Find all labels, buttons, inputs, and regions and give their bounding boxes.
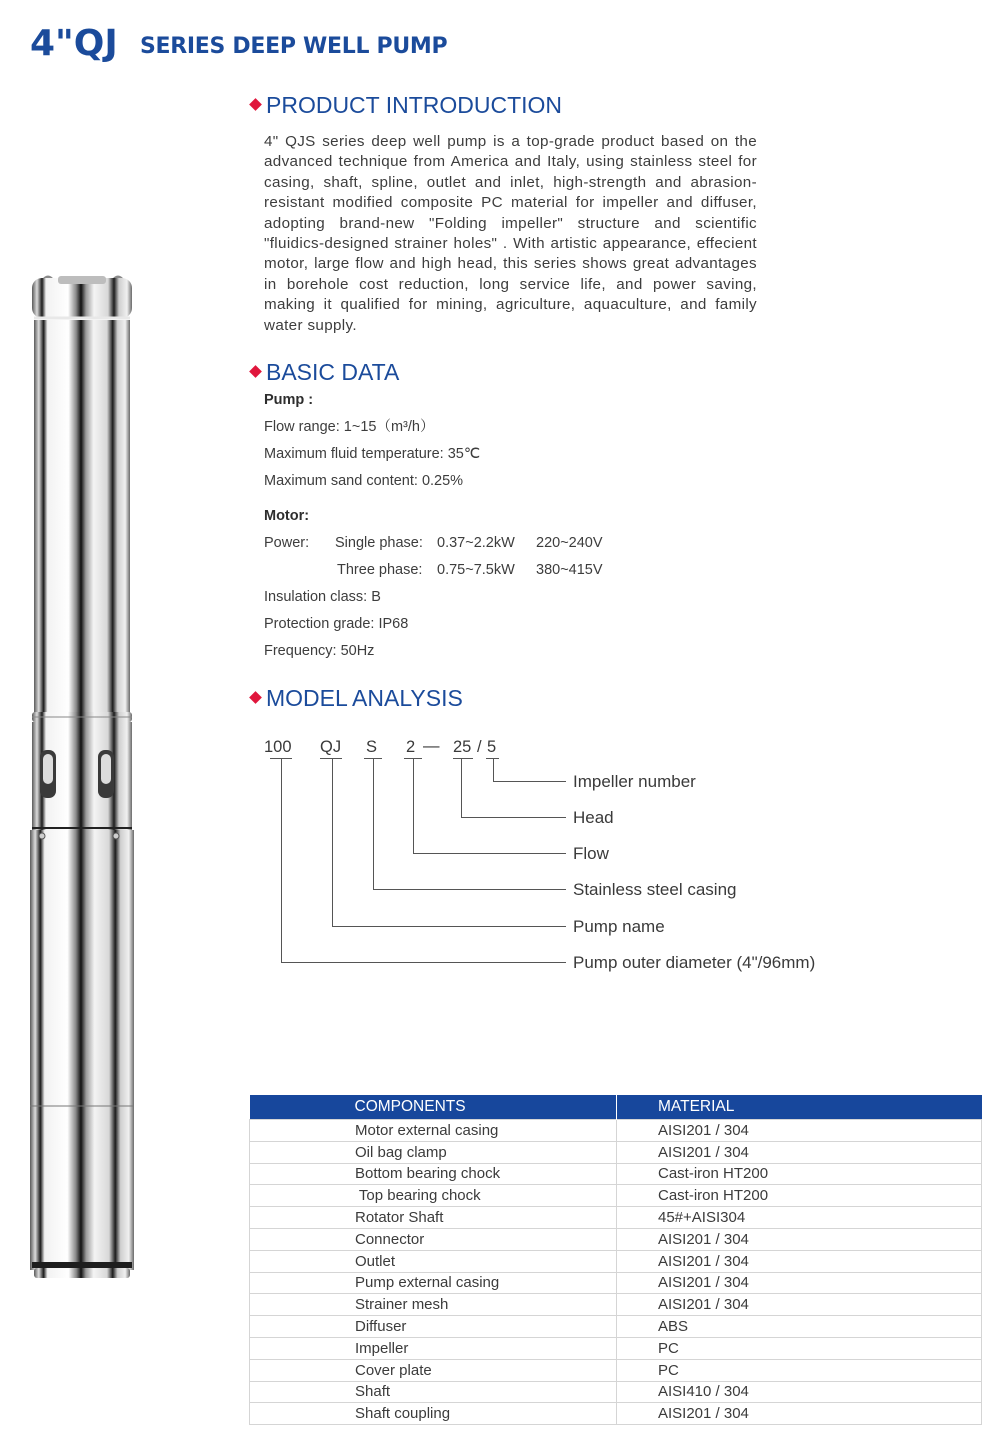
material-cell: AISI201 / 304 xyxy=(617,1120,982,1142)
component-cell: Strainer mesh xyxy=(250,1294,617,1316)
material-cell: PC xyxy=(617,1359,982,1381)
section-heading-product-introduction xyxy=(248,91,562,119)
single-phase-power: 0.37~2.2kW xyxy=(437,535,515,551)
diamond-bullet-icon xyxy=(249,99,262,112)
label-pump-name: Pump name xyxy=(573,917,665,936)
material-cell: AISI201 / 304 xyxy=(617,1294,982,1316)
label-impeller-number: Impeller number xyxy=(573,772,696,791)
table-row xyxy=(250,1163,982,1185)
header-material: MATERIAL xyxy=(617,1095,982,1120)
component-cell: Pump external casing xyxy=(250,1272,617,1294)
code-part-casing: S xyxy=(366,738,378,756)
section-heading-model-analysis xyxy=(248,684,463,712)
three-phase-voltage: 380~415V xyxy=(536,562,603,578)
material-cell: AISI410 / 304 xyxy=(617,1381,982,1403)
single-phase-voltage: 220~240V xyxy=(536,535,603,551)
material-cell: ABS xyxy=(617,1316,982,1338)
code-part-pump-name: QJ xyxy=(320,738,342,756)
component-cell: Oil bag clamp xyxy=(250,1141,617,1163)
table-row xyxy=(250,1359,982,1381)
code-dash: — xyxy=(423,737,440,755)
label-head: Head xyxy=(573,808,614,827)
material-cell: Cast-iron HT200 xyxy=(617,1163,982,1185)
section-heading-text: BASIC DATA xyxy=(266,359,400,385)
material-cell: Cast-iron HT200 xyxy=(617,1185,982,1207)
component-cell: Connector xyxy=(250,1228,617,1250)
power-label: Power: xyxy=(264,535,310,551)
component-cell: Top bearing chock xyxy=(250,1185,617,1207)
table-row xyxy=(250,1207,982,1229)
component-cell: Outlet xyxy=(250,1250,617,1272)
diamond-bullet-icon xyxy=(249,692,262,705)
component-cell: Shaft xyxy=(250,1381,617,1403)
components-materials-table xyxy=(249,1095,982,1425)
table-row xyxy=(250,1272,982,1294)
code-part-flow: 2 xyxy=(406,738,416,756)
section-heading-text: MODEL ANALYSIS xyxy=(266,685,463,711)
table-row xyxy=(250,1337,982,1359)
diamond-bullet-icon xyxy=(249,366,262,379)
code-part-impellers: 5 xyxy=(487,738,497,756)
material-cell: AISI201 / 304 xyxy=(617,1141,982,1163)
max-sand-content: Maximum sand content: 0.25% xyxy=(264,473,464,489)
component-cell: Impeller xyxy=(250,1337,617,1359)
table-row xyxy=(250,1250,982,1272)
material-cell: AISI201 / 304 xyxy=(617,1250,982,1272)
table-row xyxy=(250,1294,982,1316)
section-heading-basic-data xyxy=(248,358,399,386)
frequency: Frequency: 50Hz xyxy=(264,643,375,659)
component-cell: Rotator Shaft xyxy=(250,1207,617,1229)
product-introduction-body: 4" QJS series deep well pump is a top-grade product based on the advanced technique from America and Italy, using stainless steel for casing, shaft, spline, outlet and inlet, high-strength and abrasion-resistant modified composite PC material for impeller and diffuser, adopting brand-new "Folding impeller" structure and scientific "fluidics-designed strainer holes" . With artistic appearance, effecient motor, large flow and high head, this series shows great advantages in borehole cost reduction, long service life, and power saving, making it qualified for mining, agriculture, aquaculture, and family water supply. xyxy=(264,133,757,334)
component-cell: Motor external casing xyxy=(250,1120,617,1142)
material-cell: PC xyxy=(617,1337,982,1359)
three-phase-label: Three phase: xyxy=(337,562,423,578)
code-part-diameter: 100 xyxy=(264,738,292,756)
table-row xyxy=(250,1403,982,1425)
table-row xyxy=(250,1185,982,1207)
table-row xyxy=(250,1141,982,1163)
code-slash: / xyxy=(477,738,482,756)
three-phase-power: 0.75~7.5kW xyxy=(437,562,515,578)
label-flow: Flow xyxy=(573,844,609,863)
table-header-row xyxy=(250,1095,982,1120)
table-row xyxy=(250,1316,982,1338)
page-title-series: SERIES DEEP WELL PUMP xyxy=(140,34,448,59)
code-part-head: 25 xyxy=(453,738,472,756)
header-components: COMPONENTS xyxy=(250,1095,617,1120)
table-row xyxy=(250,1381,982,1403)
pump-subheading: Pump : xyxy=(264,392,314,408)
protection-grade: Protection grade: IP68 xyxy=(264,616,409,632)
component-cell: Diffuser xyxy=(250,1316,617,1338)
table-row xyxy=(250,1228,982,1250)
material-cell: AISI201 / 304 xyxy=(617,1403,982,1425)
page-title-model: 4"QJ xyxy=(30,23,118,64)
max-fluid-temperature: Maximum fluid temperature: 35℃ xyxy=(264,446,481,462)
material-cell: AISI201 / 304 xyxy=(617,1228,982,1250)
component-cell: Cover plate xyxy=(250,1359,617,1381)
insulation-class: Insulation class: B xyxy=(264,589,381,605)
material-cell: AISI201 / 304 xyxy=(617,1272,982,1294)
pump-illustration xyxy=(28,272,136,1286)
table-row xyxy=(250,1120,982,1142)
material-cell: 45#+AISI304 xyxy=(617,1207,982,1229)
label-stainless-steel-casing: Stainless steel casing xyxy=(573,880,737,899)
flow-range: Flow range: 1~15（m³/h） xyxy=(264,419,435,435)
label-pump-outer-diameter: Pump outer diameter (4"/96mm) xyxy=(573,953,816,972)
section-heading-text: PRODUCT INTRODUCTION xyxy=(266,92,563,118)
motor-subheading: Motor: xyxy=(264,508,310,524)
single-phase-label: Single phase: xyxy=(335,535,423,551)
component-cell: Bottom bearing chock xyxy=(250,1163,617,1185)
component-cell: Shaft coupling xyxy=(250,1403,617,1425)
